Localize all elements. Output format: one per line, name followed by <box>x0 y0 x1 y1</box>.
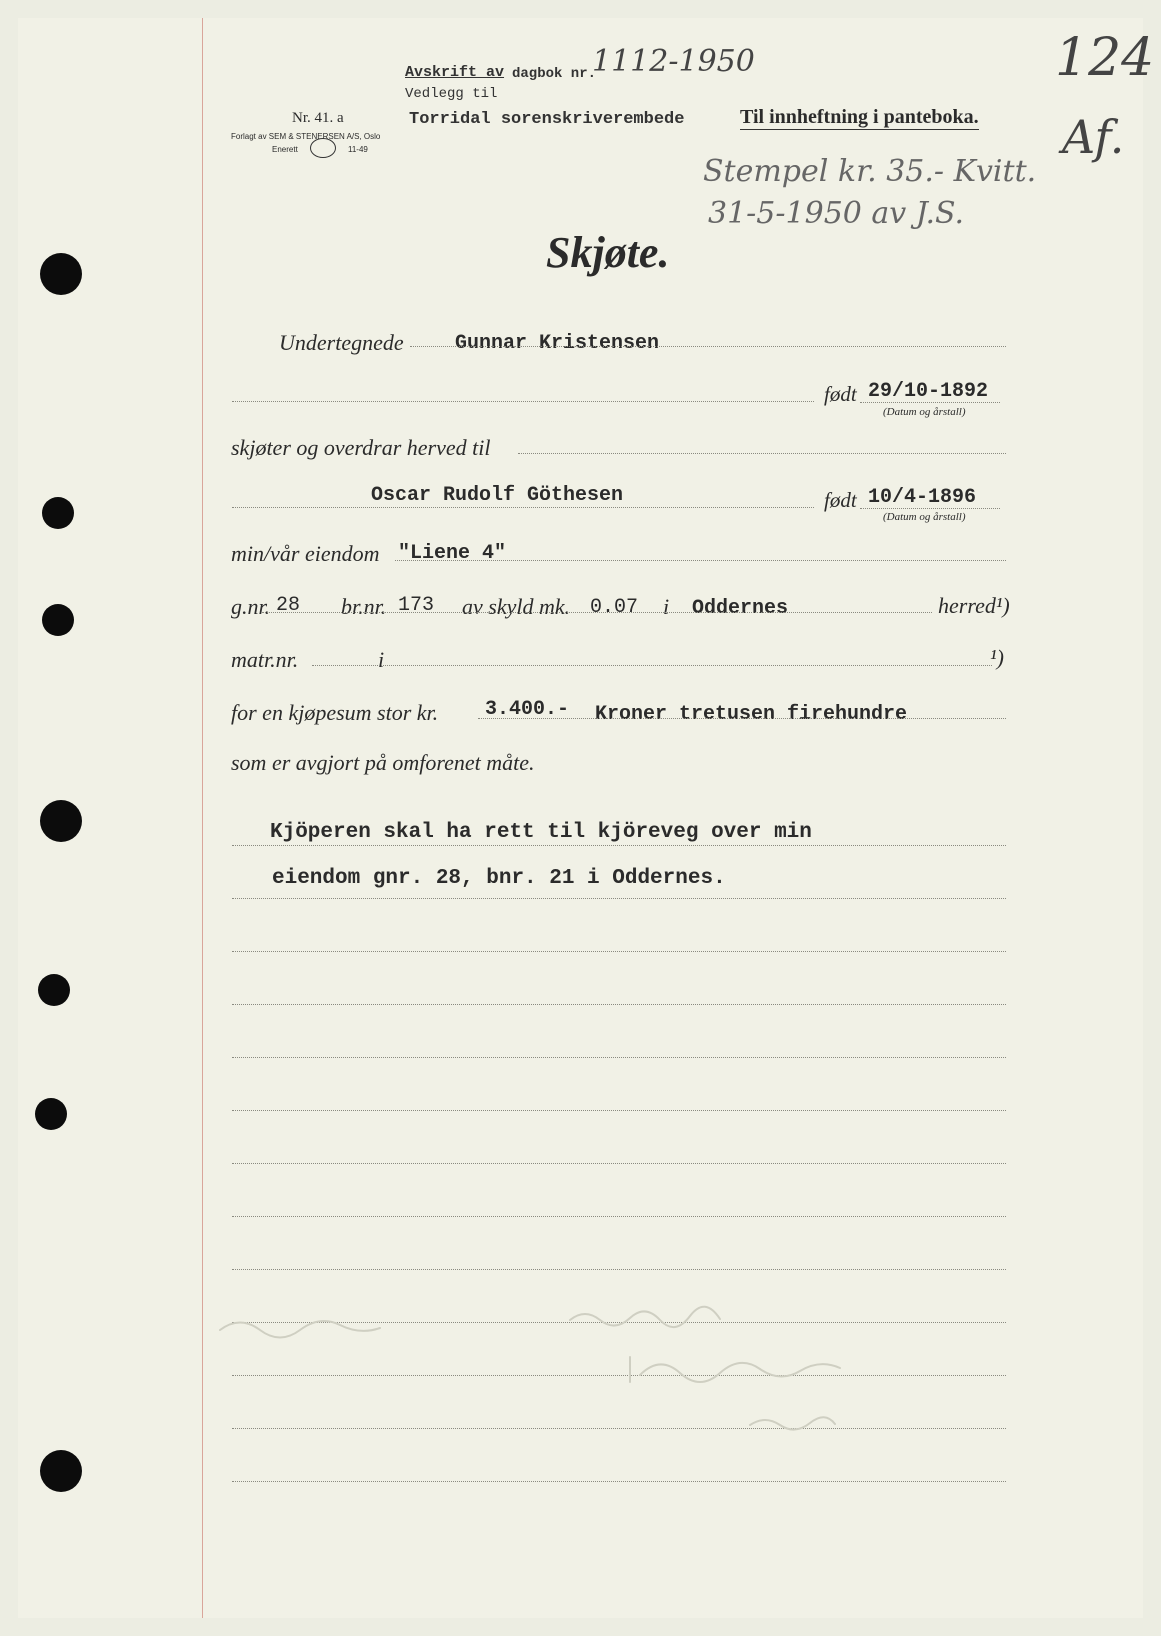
binder-hole <box>40 800 82 842</box>
date-hint-2: (Datum og årstall) <box>883 511 966 523</box>
binder-hole <box>35 1098 67 1130</box>
line-matr <box>312 665 992 666</box>
line-fodt1-date <box>860 402 1000 403</box>
page-number: 124 <box>1055 28 1155 88</box>
fodt1-value: 29/10-1892 <box>868 380 989 403</box>
dagbok-number: 1112-1950 <box>592 44 755 79</box>
stamp-note-line2: 31-5-1950 av J.S. <box>708 196 965 231</box>
blank-line <box>232 1481 1006 1482</box>
stamp-note-line1: Stempel kr. 35.- Kvitt. <box>703 154 1037 189</box>
line-gnr <box>262 612 932 613</box>
skyld-value: 0.07 <box>590 596 639 619</box>
undertegnede-label: Undertegnede <box>279 330 404 355</box>
herred-i: i <box>663 594 670 619</box>
line-fodt1 <box>232 401 814 402</box>
binder-hole <box>42 497 74 529</box>
avgjort-text: som er avgjort på omforenet måte. <box>231 750 535 775</box>
margin-line <box>202 18 203 1618</box>
line-kjopesum <box>478 718 1006 719</box>
blank-line <box>232 951 1006 952</box>
line-eiendom <box>395 560 1006 561</box>
bleed-through-signature <box>210 1290 1010 1440</box>
blank-line <box>232 1004 1006 1005</box>
binder-hole <box>40 1450 82 1492</box>
herred-label: herred¹) <box>938 593 1010 618</box>
kjopesum-label: for en kjøpesum stor kr. <box>231 700 439 725</box>
brnr-label: br.nr. <box>341 594 387 619</box>
fodt1-label: født <box>824 382 857 406</box>
eiendom-value: "Liene 4" <box>398 542 507 565</box>
form-number: Nr. 41. a <box>292 110 344 126</box>
skjoter-label: skjøter og overdrar herved til <box>231 435 491 460</box>
kjopesum-value: 3.400.- <box>485 698 570 721</box>
handwritten-initials: Af. <box>1062 110 1125 164</box>
page-title: Skjøte. <box>546 228 670 277</box>
publisher-rights: Enerett <box>272 145 298 154</box>
blank-line <box>232 1110 1006 1111</box>
line-body-2 <box>232 898 1006 899</box>
fodt2-value: 10/4-1896 <box>868 486 977 509</box>
fodt2-label: født <box>824 488 857 512</box>
line-fodt2-date <box>860 508 1000 509</box>
gnr-label: g.nr. <box>231 594 271 619</box>
herred-value: Oddernes <box>692 597 789 620</box>
stamp-avskrift: Avskrift av <box>405 64 505 81</box>
line-body-1 <box>232 845 1006 846</box>
blank-line <box>232 1216 1006 1217</box>
stamp-dagbok-label: dagbok nr. <box>512 66 597 82</box>
stamp-vedlegg: Vedlegg til <box>405 86 498 102</box>
buyer-name: Oscar Rudolf Göthesen <box>371 484 624 507</box>
publisher-line: Forlagt av SEM & STENERSEN A/S, Oslo <box>231 132 381 141</box>
skyld-label: av skyld mk. <box>462 594 571 619</box>
blank-line <box>232 1163 1006 1164</box>
seller-name: Gunnar Kristensen <box>455 332 660 355</box>
line-undertegnede <box>410 346 1006 347</box>
blank-line <box>232 1057 1006 1058</box>
line-buyer <box>232 507 814 508</box>
instruction-text: Til innheftning i panteboka. <box>740 106 979 128</box>
binder-hole <box>42 604 74 636</box>
gnr-value: 28 <box>276 594 301 617</box>
binder-hole <box>38 974 70 1006</box>
stamp-sorenskriver: Torridal sorenskriverembede <box>409 110 685 129</box>
binder-hole <box>40 253 82 295</box>
publisher-logo <box>310 138 336 158</box>
line-skjoter <box>518 453 1006 454</box>
date-hint-1: (Datum og årstall) <box>883 406 966 418</box>
brnr-value: 173 <box>398 594 435 617</box>
eiendom-label: min/vår eiendom <box>231 541 380 566</box>
matr-i: i <box>378 647 385 672</box>
publisher-date: 11-49 <box>348 145 368 154</box>
matr-label: matr.nr. <box>231 647 299 672</box>
kjopesum-words: Kroner tretusen firehundre <box>595 703 908 726</box>
matr-note: ¹) <box>990 645 1004 670</box>
body-line-1: Kjöperen skal ha rett til kjöreveg over min <box>270 821 812 844</box>
body-line-2: eiendom gnr. 28, bnr. 21 i Oddernes. <box>272 867 726 890</box>
blank-line <box>232 1269 1006 1270</box>
